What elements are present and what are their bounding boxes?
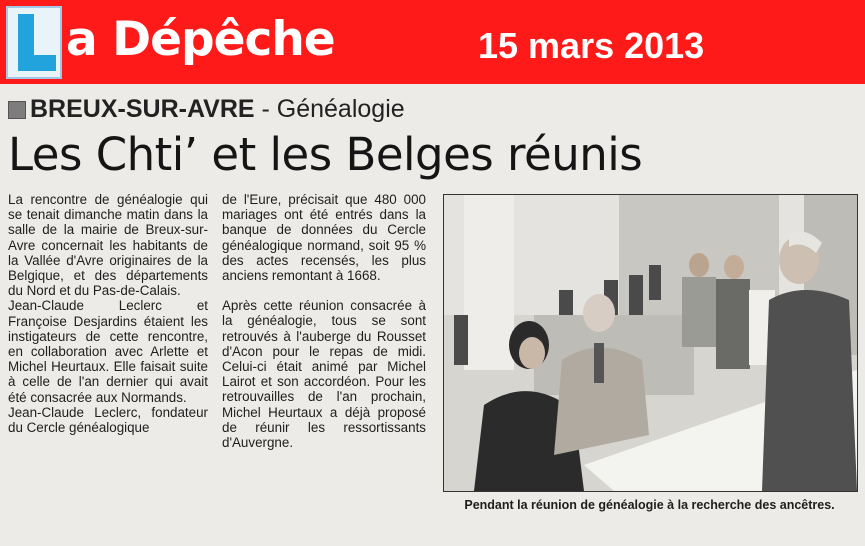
header-banner	[0, 0, 865, 84]
paragraph: La rencontre de généalogie qui se tenait dimanche matin dans la salle de la mairie de Breux-sur-Avre concernait les habitants de la Vallée d'Avre originaires de la Belgique, et des départements du Nord et du Pas-de-Calais.	[8, 192, 208, 299]
publication-date: 15 mars 2013	[478, 25, 705, 66]
logo-l-icon	[6, 6, 62, 79]
paragraph: Jean-Claude Leclerc, fondateur du Cercle généalogique	[8, 404, 208, 436]
kicker-place: BREUX-SUR-AVRE	[30, 95, 255, 123]
article-column-1	[8, 192, 208, 435]
article-photo	[443, 194, 858, 492]
meeting-photo-image	[444, 195, 857, 491]
photo-caption: Pendant la réunion de généalogie à la recherche des ancêtres.	[464, 498, 835, 512]
section-marker-icon	[8, 101, 26, 119]
newspaper-name: a Dépêche	[66, 12, 335, 67]
paragraph: de l'Eure, précisait que 480 000 mariages ont été entrés dans la banque de données du Cercle généalogique normand, soit 95 % des actes recensés, les plus anciens remontant à 1668.	[222, 192, 426, 284]
kicker-section: - Généalogie	[254, 95, 405, 123]
article-column-2	[222, 192, 426, 450]
paragraph: Après cette réunion consacrée à la généalogie, tous se sont retrouvés à l'auberge du Rousset d'Acon pour le repas de midi. Celui-ci était animé par Michel Lairot et son accordéon. Pour les retrouvailles de l'an prochain, Michel Heurtaux a déjà proposé de réunir les ressortissants d'Auvergne.	[222, 298, 426, 451]
headline: Les Chti’ et les Belges réunis	[8, 128, 643, 181]
kicker	[30, 94, 405, 124]
paragraph: Jean-Claude Leclerc et Françoise Desjardins étaient les instigateurs de cette rencontre, en collaboration avec Arlette et Michel Heurtaux. Elle faisait suite à celle de l'an dernier qui avait été consacrée aux Normands.	[8, 298, 208, 405]
